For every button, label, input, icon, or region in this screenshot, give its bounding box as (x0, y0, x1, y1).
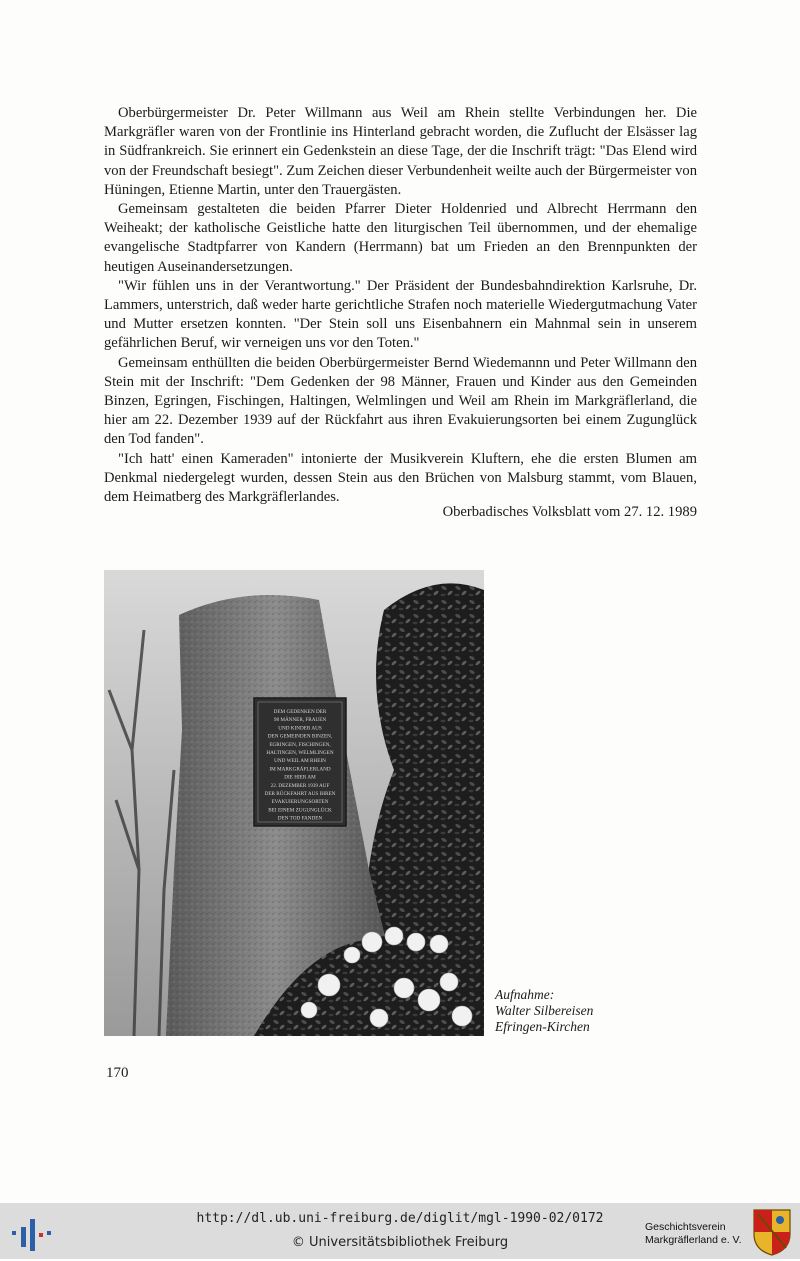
plaque-line: DEN TOD FANDEN (277, 815, 323, 822)
paragraph-1: Oberbürgermeister Dr. Peter Willmann aus Weil am Rhein stellte Verbindungen her. Die Markgräfler waren von der Frontlinie ins Hinterland gebracht worden, die Zuflucht der Elsässer lag in Südfrankreich. Sie erinnert ein Gedenkstein an diese Tage, der die Inschrift trägt: "Das Elend wird von der Freundschaft besiegt". Zum Zeichen dieser Verbundenheit weilte auch der Bürgermeister von Hüningen, Etienne Martin, unter den Trauergästen. (104, 105, 697, 198)
plaque-line: IM MARKGRÄFLERLAND (269, 766, 331, 773)
article-body (104, 104, 697, 507)
plaque-line: EVAKUIERUNGSORTEN (271, 799, 329, 806)
document-url[interactable]: http://dl.ub.uni-freiburg.de/diglit/mgl-1990-02/0172 (196, 1211, 604, 1226)
coat-of-arms-icon (752, 1208, 792, 1261)
plaque-line: 22. DEZEMBER 1939 AUF (270, 782, 330, 789)
photo-caption (495, 987, 695, 1036)
caption-line: Aufnahme: (495, 987, 555, 1002)
plaque-line: DER RÜCKFAHRT AUS IHREN (264, 791, 336, 797)
plaque-line: HALTINGEN, WELMLINGEN (266, 750, 334, 756)
source-citation: Oberbadisches Volksblatt vom 27. 12. 1989 (442, 504, 697, 520)
plaque-line: DEM GEDENKEN DER (273, 709, 327, 715)
plaque-line: DEN GEMEINDEN BINZEN, (267, 733, 333, 740)
paragraph-3: "Wir fühlen uns in der Verantwortung." Der Präsident der Bundesbahndirektion Karlsruhe, Dr. Lammers, unterstrich, daß weder harte gerichtliche Strafen noch materielle Wiedergutmachung Vater und Mutter ersetzen konnten. "Der Stein soll uns Eisenbahnern ein Mahnmal sein in unserem gefährlichen Beruf, wir verneigen uns vor den Toten." (104, 277, 697, 352)
paragraph-5: "Ich hatt' einen Kameraden" intonierte der Musikverein Kluftern, ehe die ersten Blumen am Denkmal niedergelegt wurden, dessen Stein aus den Brüchen von Malsburg stammt, vom Blauen, dem Heimatberg des Markgräflerlandes. (104, 450, 697, 506)
plaque-line: UND WEIL AM RHEIN (274, 758, 326, 765)
society-name-line: Geschichtsverein (645, 1221, 726, 1233)
society-name-line: Markgräflerland e. V. (645, 1234, 742, 1246)
caption-line: Efringen-Kirchen (495, 1019, 590, 1035)
plaque-line: BEI EINEM ZUGUNGLÜCK (268, 807, 332, 814)
plaque-line: UND KINDER AUS (278, 725, 322, 732)
caption-line: Walter Silbereisen (495, 1003, 594, 1019)
plaque-line: EGRINGEN, FISCHINGEN, (269, 741, 331, 748)
viewer-footer (0, 1203, 800, 1259)
memorial-stone-photo (104, 570, 484, 1036)
paragraph-2: Gemeinsam gestalteten die beiden Pfarrer Dieter Holdenried und Albrecht Herrmann den Weiheakt; der katholische Geistliche hatte den liturgischen Teil übernommen, und der ehemalige evangelische Stadtpfarrer von Kandern (Herrmann) bat um Frieden an den Brennpunkten der heutigen Auseinandersetzungen. (104, 201, 697, 275)
society-name (645, 1221, 753, 1247)
page-number: 170 (106, 1065, 129, 1081)
plaque-line: DIE HIER AM (284, 774, 316, 781)
paragraph-4: Gemeinsam enthüllten die beiden Oberbürgermeister Bernd Wiedemannn und Peter Willmann den Stein mit der Inschrift: "Dem Gedenken der 98 Männer, Frauen und Kinder aus den Gemeinden Binzen, Egringen, Fischingen, Haltingen, Welmlingen und Weil am Rhein im Markgräflerland, die hier am 22. Dezember 1939 auf der Rückfahrt aus ihren Evakuierungsorten bei einem Zugunglück den Tod fanden". (104, 354, 697, 448)
plaque-line: 98 MÄNNER, FRAUEN (273, 717, 327, 724)
copyright-notice: © Universitätsbibliothek Freiburg (291, 1235, 509, 1250)
